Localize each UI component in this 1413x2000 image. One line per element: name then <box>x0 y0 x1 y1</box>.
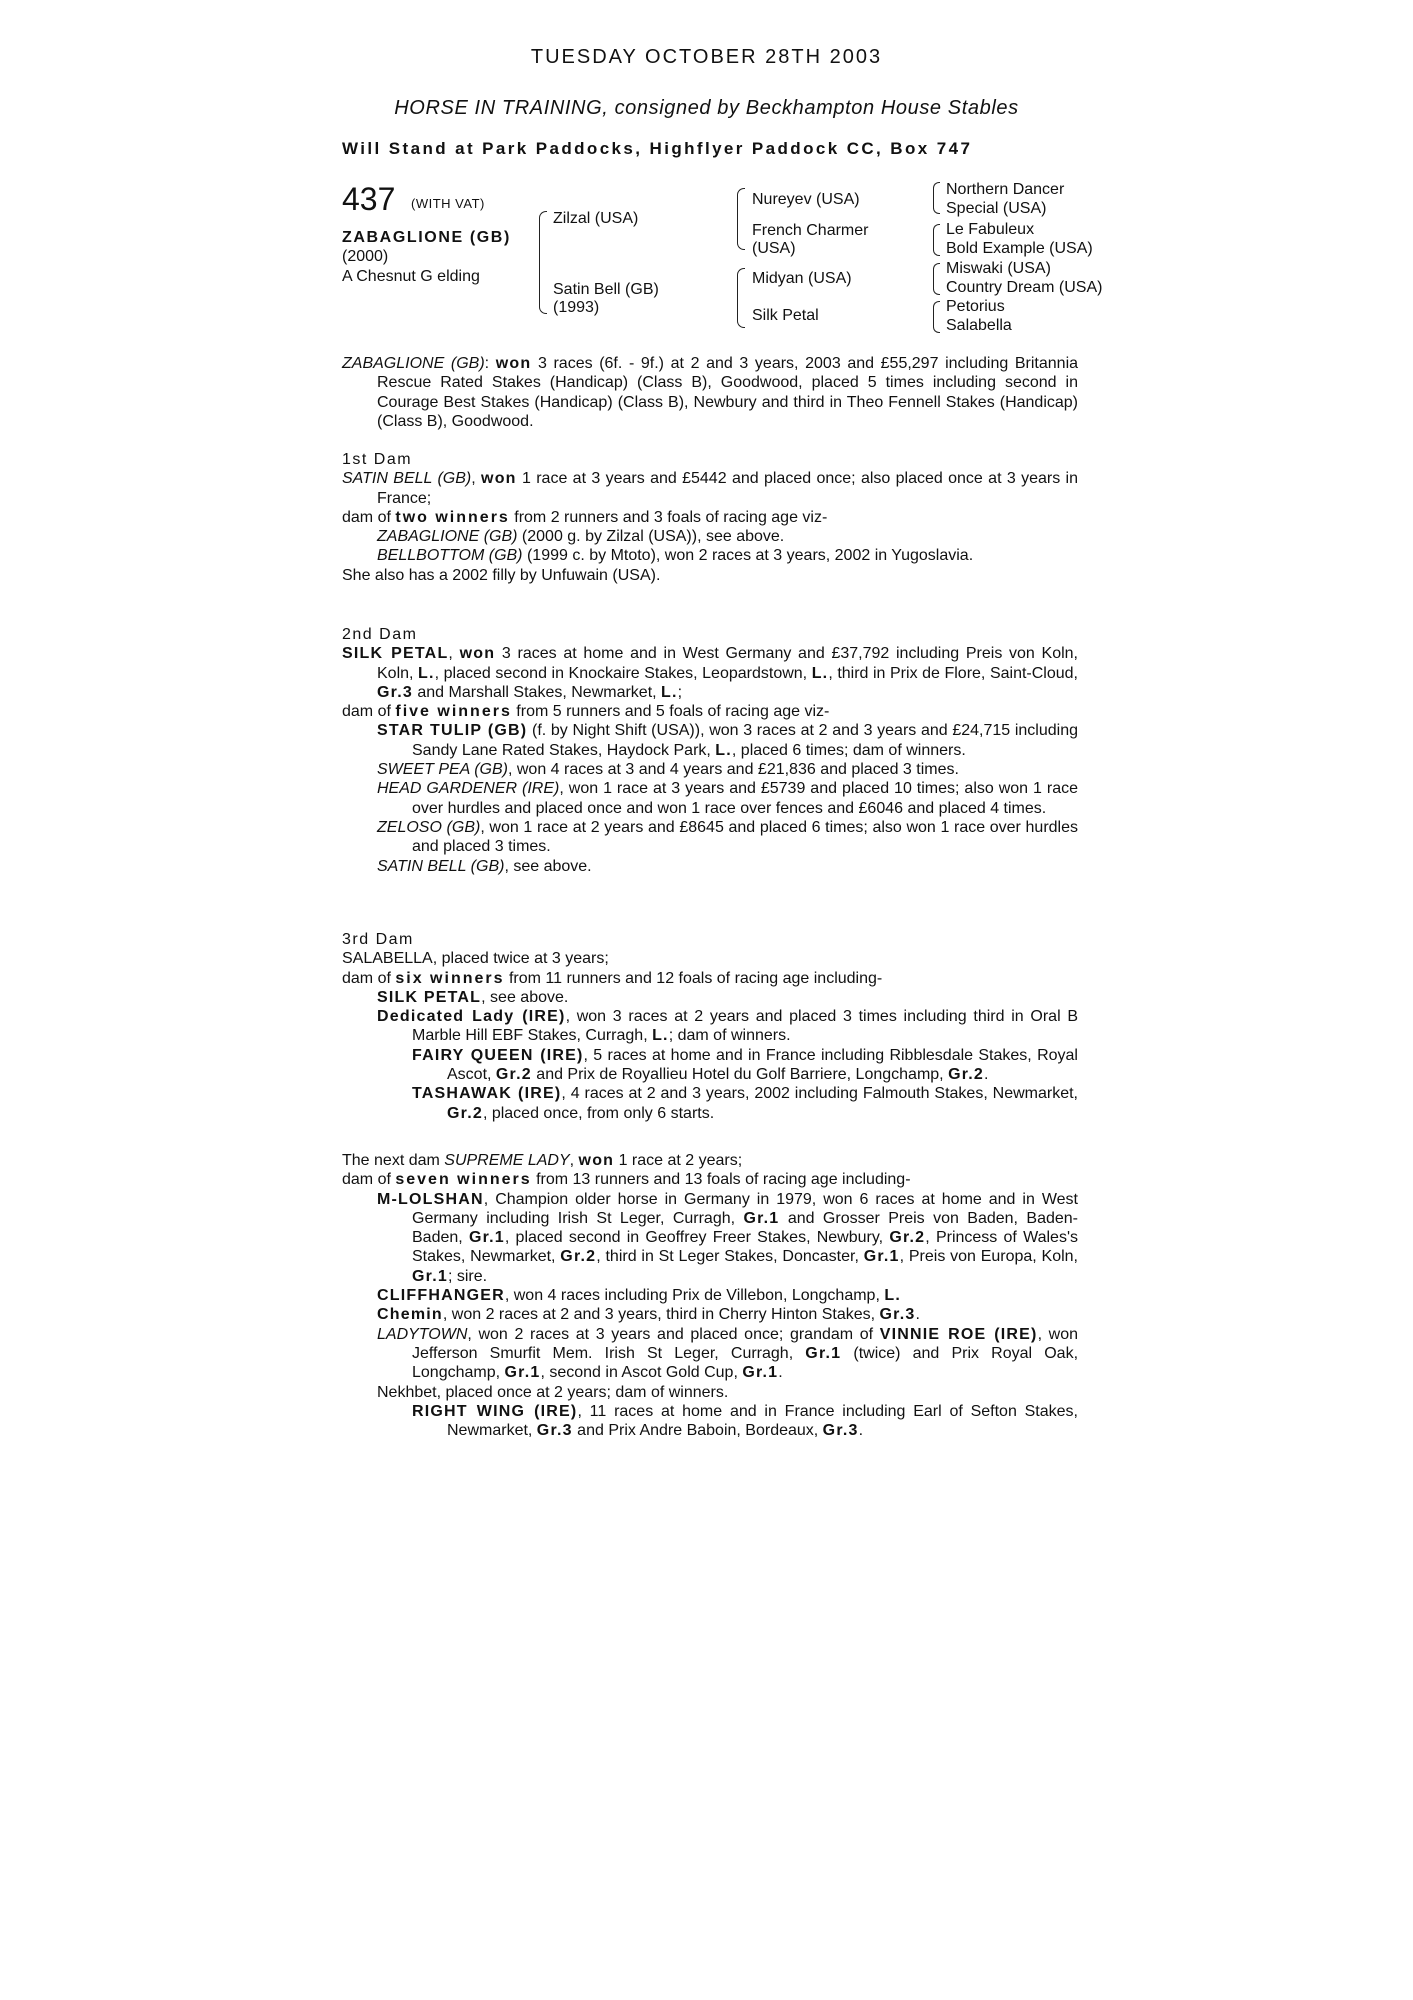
won-word: won <box>495 355 532 372</box>
dam-sire: Midyan (USA) <box>752 270 852 287</box>
sire-dam-country: (USA) <box>752 240 796 257</box>
offspring-name: RIGHT WING (IRE) <box>412 1402 578 1420</box>
second-dam-name: SILK PETAL <box>342 645 449 663</box>
dam: Satin Bell (GB) <box>553 281 659 298</box>
won-word: won <box>459 645 496 663</box>
offspring-entry: SWEET PEA (GB), won 4 races at 3 and 4 years and £21,836 and placed 3 times. <box>377 761 959 779</box>
offspring-name: FAIRY QUEEN (IRE) <box>412 1046 584 1064</box>
brace-g3 <box>933 263 940 295</box>
offspring-entry: Dedicated Lady (IRE), won 3 races at 2 years and placed 3 times including third in Oral B Marble Hill EBF Stakes, Curragh, L.; dam of winners. <box>377 1008 1079 1045</box>
second-dam-heading: 2nd Dam <box>342 626 418 643</box>
ancestor-6: Country Dream (USA) <box>946 279 1103 296</box>
offspring-name: LADYTOWN <box>377 1325 468 1343</box>
ancestor-3: Le Fabuleux <box>946 221 1035 238</box>
next-dam-record: The next dam SUPREME LADY, won 1 race at 2 years; <box>342 1152 743 1169</box>
ancestor-2: Special (USA) <box>946 200 1047 217</box>
third-dam-record: SALABELLA, placed twice at 3 years; <box>342 950 609 968</box>
third-dam-produce-summary: dam of six winners from 11 runners and 12 foals of racing age including- <box>342 969 883 987</box>
won-word: won <box>481 470 517 488</box>
horse-year: (2000) <box>342 248 389 265</box>
third-dam-section <box>342 930 1078 1123</box>
offspring-name: CLIFFHANGER <box>377 1287 505 1305</box>
offspring-name: Dedicated Lady (IRE) <box>377 1008 566 1026</box>
horse-name: ZABAGLIONE (GB) <box>342 229 511 246</box>
brace-g4 <box>933 301 940 333</box>
record-text: 3 races (6f. - 9f.) at 2 and 3 years, 2003 and £55,297 including Britannia Rescue Rated Stakes (Handicap) (Class B), Goodwood, placed 5 times including second in Courage Best Stakes (Handicap) (Class B), Newbury and third in Theo Fennell Stakes (Handicap) (Class B), Goodwood. <box>377 355 1079 430</box>
second-dam-record: SILK PETAL, won 3 races at home and in West Germany and £37,792 including Preis von Koln, Koln, L., placed second in Knockaire Stakes, Leopardstown, L., third in Prix de Flore, Saint-Cloud, Gr.3 and Marshall Stakes, Newmarket, L.; <box>342 645 1078 701</box>
offspring-entry: SATIN BELL (GB), see above. <box>377 857 592 875</box>
sire: Zilzal (USA) <box>553 210 639 227</box>
offspring-entry: RIGHT WING (IRE), 11 races at home and in France including Earl of Sefton Stakes, Newmarket, Gr.3 and Prix Andre Baboin, Bordeaux, Gr.3. <box>412 1402 1078 1440</box>
winners-count: five winners <box>395 703 512 721</box>
offspring-entry: HEAD GARDENER (IRE), won 1 race at 3 years and £5739 and placed 10 times; also won 1 race over hurdles and placed once and won 1 race over fences and £6046 and placed 4 times. <box>377 780 1078 817</box>
ancestor-8: Salabella <box>946 317 1012 334</box>
sale-date: TUESDAY OCTOBER 28TH 2003 <box>530 46 883 68</box>
race-record <box>342 354 1078 431</box>
brace-sire-dam <box>539 211 547 314</box>
offspring-entry: BELLBOTTOM (GB) (1999 c. by Mtoto), won 2 races at 3 years, 2002 in Yugoslavia. <box>377 547 974 565</box>
ancestor-5: Miswaki (USA) <box>946 260 1051 277</box>
first-dam-section <box>342 450 1078 585</box>
offspring-name: ZELOSO (GB) <box>377 818 481 836</box>
offspring-entry: ZABAGLIONE (GB) (2000 g. by Zilzal (USA)), see above. <box>377 528 785 546</box>
offspring-name: Chemin <box>377 1306 443 1324</box>
brace-g1 <box>933 182 940 214</box>
first-dam-produce-summary: dam of two winners from 2 runners and 3 foals of racing age viz- <box>342 508 828 526</box>
offspring-name: M-LOLSHAN <box>377 1190 484 1208</box>
ancestor-1: Northern Dancer <box>946 181 1065 198</box>
ancestor-4: Bold Example (USA) <box>946 240 1093 257</box>
next-dam-name: SUPREME LADY <box>444 1152 570 1169</box>
offspring-entry: CLIFFHANGER, won 4 races including Prix de Villebon, Longchamp, L. <box>377 1287 901 1305</box>
won-word: won <box>578 1152 615 1169</box>
brace-g2 <box>933 224 940 256</box>
first-dam-heading: 1st Dam <box>342 451 413 468</box>
offspring-name: SWEET PEA (GB) <box>377 761 508 779</box>
first-dam-name: SATIN BELL (GB) <box>342 470 472 488</box>
offspring-name: HEAD GARDENER (IRE) <box>377 780 560 798</box>
brace-sire-parents <box>737 188 745 250</box>
winners-count: seven winners <box>395 1171 532 1189</box>
location-line: Will Stand at Park Paddocks, Highflyer Paddock CC, Box 747 <box>342 139 973 158</box>
sire-sire: Nureyev (USA) <box>752 191 860 208</box>
offspring-entry: Nekhbet, placed once at 2 years; dam of winners. <box>377 1383 729 1401</box>
next-dam-produce-summary: dam of seven winners from 13 runners and 13 foals of racing age including- <box>342 1171 911 1189</box>
record-horse-name: ZABAGLIONE (GB) <box>342 355 485 372</box>
offspring-name: STAR TULIP (GB) <box>377 722 528 740</box>
offspring-name: SATIN BELL (GB) <box>377 857 505 875</box>
offspring-name: TASHAWAK (IRE) <box>412 1085 562 1103</box>
sire-dam: French Charmer <box>752 222 869 239</box>
first-dam-text: 1 race at 3 years and £5442 and placed once; also placed once at 3 years in France; <box>377 470 1079 507</box>
offspring-entry: LADYTOWN, won 2 races at 3 years and placed once; grandam of VINNIE ROE (IRE), won Jefferson Smurfit Mem. Irish St Leger, Curragh, Gr.1 (twice) and Prix Royal Oak, Longchamp, Gr.1, second in Ascot Gold Cup, Gr.1. <box>377 1325 1079 1382</box>
offspring-entry: FAIRY QUEEN (IRE), 5 races at home and in France including Ribblesdale Stakes, Royal Ascot, Gr.2 and Prix de Royallieu Hotel du Golf Barriere, Longchamp, Gr.2. <box>412 1046 1078 1084</box>
winners-count: six winners <box>395 969 505 987</box>
record-paragraph: ZABAGLIONE (GB): won 3 races (6f. - 9f.) at 2 and 3 years, 2003 and £55,297 including Britannia Rescue Rated Stakes (Handicap) (Class B), Goodwood, placed 5 times including second in Courage Best Stakes (Handicap) (Class B), Newbury and third in Theo Fennell Stakes (Handicap) (Class B), Goodwood. <box>342 355 1079 430</box>
offspring-name: SILK PETAL <box>377 988 482 1006</box>
offspring-name: ZABAGLIONE (GB) <box>377 528 518 546</box>
consignment-line: HORSE IN TRAINING, consigned by Beckhampton House Stables <box>394 97 1019 119</box>
second-dam-produce-summary: dam of five winners from 5 runners and 5 foals of racing age viz- <box>342 703 830 721</box>
first-dam-note: She also has a 2002 filly by Unfuwain (USA). <box>342 566 661 584</box>
horse-description: A Chesnut G elding <box>342 268 480 285</box>
first-dam-record: SATIN BELL (GB), won 1 race at 3 years and £5442 and placed once; also placed once at 3 years in France; <box>342 470 1079 507</box>
offspring-entry: SILK PETAL, see above. <box>377 988 569 1006</box>
dam-dam: Silk Petal <box>752 307 819 324</box>
offspring-name: BELLBOTTOM (GB) <box>377 547 523 565</box>
dam-year: (1993) <box>553 299 600 316</box>
offspring-entry: STAR TULIP (GB) (f. by Night Shift (USA)), won 3 races at 2 and 3 years and £24,715 including Sandy Lane Rated Stakes, Haydock Park, L., placed 6 times; dam of winners. <box>377 722 1078 759</box>
third-dam-heading: 3rd Dam <box>342 931 414 948</box>
next-dam-section <box>342 1151 1078 1440</box>
vat-note: (WITH VAT) <box>411 196 485 211</box>
second-dam-section <box>342 625 1078 876</box>
lot-number: 437 <box>342 181 396 217</box>
offspring-entry: ZELOSO (GB), won 1 race at 2 years and £8645 and placed 6 times; also won 1 race over hurdles and placed 3 times. <box>377 818 1078 856</box>
offspring-entry: TASHAWAK (IRE), 4 races at 2 and 3 years, 2002 including Falmouth Stakes, Newmarket, Gr.2, placed once, from only 6 starts. <box>412 1085 1079 1122</box>
ancestor-7: Petorius <box>946 298 1005 315</box>
offspring-entry: M-LOLSHAN, Champion older horse in Germany in 1979, won 6 races at home and in West Germany including Irish St Leger, Curragh, Gr.1 and Grosser Preis von Baden, Baden-Baden, Gr.1, placed second in Geoffrey Freer Stakes, Newbury, Gr.2, Princess of Wales's Stakes, Newmarket, Gr.2, third in St Leger Stakes, Doncaster, Gr.1, Preis von Europa, Koln, Gr.1; sire. <box>377 1190 1079 1285</box>
brace-dam-parents <box>737 268 745 328</box>
offspring-entry: Chemin, won 2 races at 2 and 3 years, third in Cherry Hinton Stakes, Gr.3. <box>377 1306 920 1324</box>
winners-count: two winners <box>395 508 510 526</box>
